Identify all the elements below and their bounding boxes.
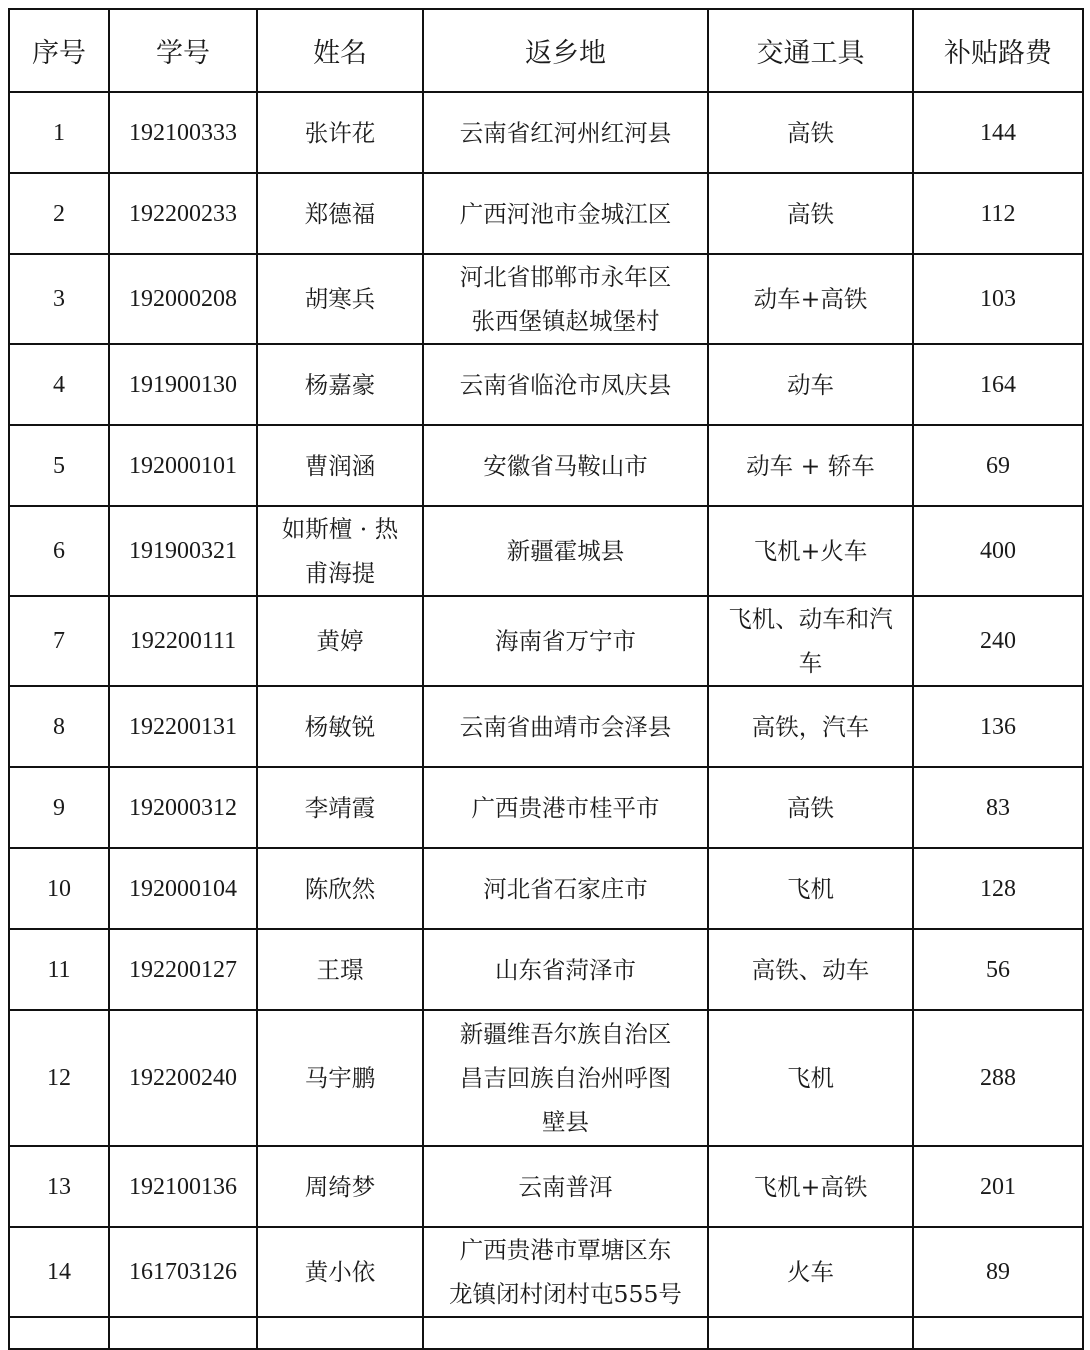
cell-transport: 飞机: [708, 848, 913, 929]
cell-name: 马宇鹏: [257, 1010, 423, 1146]
cell-transport: 飞机: [708, 1010, 913, 1146]
cell-subsidy: 56: [913, 929, 1083, 1010]
header-student-id: 学号: [109, 9, 257, 92]
table-row: [9, 425, 1083, 506]
cell-index: 12: [9, 1010, 109, 1146]
cell-origin: 广西河池市金城江区: [423, 173, 708, 254]
table-row: [9, 767, 1083, 848]
cell-name: 杨嘉豪: [257, 344, 423, 425]
cell-origin: 海南省万宁市: [423, 596, 708, 686]
cell-origin: 新疆霍城县: [423, 506, 708, 596]
cell-name: 杨敏锐: [257, 686, 423, 767]
cell-name: 如斯檀 · 热 甫海提: [257, 506, 423, 596]
cell-transport: 动车: [708, 344, 913, 425]
cell-subsidy: 69: [913, 425, 1083, 506]
cell-name: 张许花: [257, 92, 423, 173]
cell-transport: 高铁: [708, 767, 913, 848]
table-row: [9, 1146, 1083, 1227]
cell-origin: 河北省石家庄市: [423, 848, 708, 929]
cell-student-id: 192200127: [109, 929, 257, 1010]
cell-student-id: 192000208: [109, 254, 257, 344]
cell-transport: 火车: [708, 1227, 913, 1317]
cell-student-id: 192000104: [109, 848, 257, 929]
table-row: [9, 92, 1083, 173]
cell-origin: 云南普洱: [423, 1146, 708, 1227]
cell-subsidy: 112: [913, 173, 1083, 254]
table-row: [9, 686, 1083, 767]
table-row: [9, 848, 1083, 929]
cell-name: 王璟: [257, 929, 423, 1010]
cell-index: 4: [9, 344, 109, 425]
cell-index: 5: [9, 425, 109, 506]
cell-index: 8: [9, 686, 109, 767]
cell-transport: 飞机+高铁: [708, 1146, 913, 1227]
cell-subsidy: 83: [913, 767, 1083, 848]
cell-name: 周绮梦: [257, 1146, 423, 1227]
cell-index: 9: [9, 767, 109, 848]
cell-transport: 飞机、动车和汽 车: [708, 596, 913, 686]
cell-subsidy: 201: [913, 1146, 1083, 1227]
cell-subsidy: 136: [913, 686, 1083, 767]
cell-subsidy: 288: [913, 1010, 1083, 1146]
cell-name: 曹润涵: [257, 425, 423, 506]
table-row: [9, 173, 1083, 254]
cell-subsidy: 103: [913, 254, 1083, 344]
cell-empty: [9, 1317, 109, 1349]
cell-index: 7: [9, 596, 109, 686]
cell-student-id: 192200233: [109, 173, 257, 254]
cell-student-id: 192000312: [109, 767, 257, 848]
cell-origin: 新疆维吾尔族自治区 昌吉回族自治州呼图 壁县: [423, 1010, 708, 1146]
table-row: [9, 596, 1083, 686]
cell-origin: 云南省临沧市凤庆县: [423, 344, 708, 425]
cell-transport: 飞机+火车: [708, 506, 913, 596]
table-row: [9, 929, 1083, 1010]
cell-name: 胡寒兵: [257, 254, 423, 344]
cell-student-id: 191900321: [109, 506, 257, 596]
cell-student-id: 192200131: [109, 686, 257, 767]
cell-index: 3: [9, 254, 109, 344]
cell-origin: 广西贵港市覃塘区东 龙镇闭村闭村屯555号: [423, 1227, 708, 1317]
table-row: [9, 254, 1083, 344]
cell-transport: 高铁，汽车: [708, 686, 913, 767]
cell-empty: [913, 1317, 1083, 1349]
cell-subsidy: 89: [913, 1227, 1083, 1317]
cell-origin: 山东省菏泽市: [423, 929, 708, 1010]
cell-subsidy: 144: [913, 92, 1083, 173]
table-row: [9, 1227, 1083, 1317]
cell-origin: 云南省红河州红河县: [423, 92, 708, 173]
cell-student-id: 192200240: [109, 1010, 257, 1146]
cell-index: 11: [9, 929, 109, 1010]
cell-student-id: 192100136: [109, 1146, 257, 1227]
cell-index: 10: [9, 848, 109, 929]
cell-index: 6: [9, 506, 109, 596]
cell-empty: [423, 1317, 708, 1349]
cell-subsidy: 164: [913, 344, 1083, 425]
table-row: [9, 506, 1083, 596]
cell-index: 14: [9, 1227, 109, 1317]
cell-student-id: 161703126: [109, 1227, 257, 1317]
cell-transport: 动车 + 轿车: [708, 425, 913, 506]
header-origin: 返乡地: [423, 9, 708, 92]
header-name: 姓名: [257, 9, 423, 92]
cell-empty: [109, 1317, 257, 1349]
cell-index: 2: [9, 173, 109, 254]
header-transport: 交通工具: [708, 9, 913, 92]
cell-transport: 高铁: [708, 173, 913, 254]
table-row: [9, 344, 1083, 425]
cell-transport: 高铁: [708, 92, 913, 173]
cell-origin: 安徽省马鞍山市: [423, 425, 708, 506]
header-index: 序号: [9, 9, 109, 92]
table-row-partial: [9, 1317, 1083, 1349]
header-subsidy: 补贴路费: [913, 9, 1083, 92]
cell-student-id: 192200111: [109, 596, 257, 686]
cell-name: 郑德福: [257, 173, 423, 254]
cell-index: 1: [9, 92, 109, 173]
cell-name: 李靖霞: [257, 767, 423, 848]
cell-student-id: 192100333: [109, 92, 257, 173]
table-row: [9, 1010, 1083, 1146]
cell-name: 黄婷: [257, 596, 423, 686]
cell-empty: [708, 1317, 913, 1349]
cell-empty: [257, 1317, 423, 1349]
cell-subsidy: 240: [913, 596, 1083, 686]
cell-student-id: 192000101: [109, 425, 257, 506]
cell-name: 黄小依: [257, 1227, 423, 1317]
cell-origin: 云南省曲靖市会泽县: [423, 686, 708, 767]
cell-transport: 高铁、动车: [708, 929, 913, 1010]
header-row: [9, 9, 1083, 92]
cell-subsidy: 128: [913, 848, 1083, 929]
cell-name: 陈欣然: [257, 848, 423, 929]
cell-index: 13: [9, 1146, 109, 1227]
cell-origin: 广西贵港市桂平市: [423, 767, 708, 848]
subsidy-table: [8, 8, 1084, 1350]
cell-transport: 动车+高铁: [708, 254, 913, 344]
cell-subsidy: 400: [913, 506, 1083, 596]
cell-origin: 河北省邯郸市永年区 张西堡镇赵城堡村: [423, 254, 708, 344]
cell-student-id: 191900130: [109, 344, 257, 425]
